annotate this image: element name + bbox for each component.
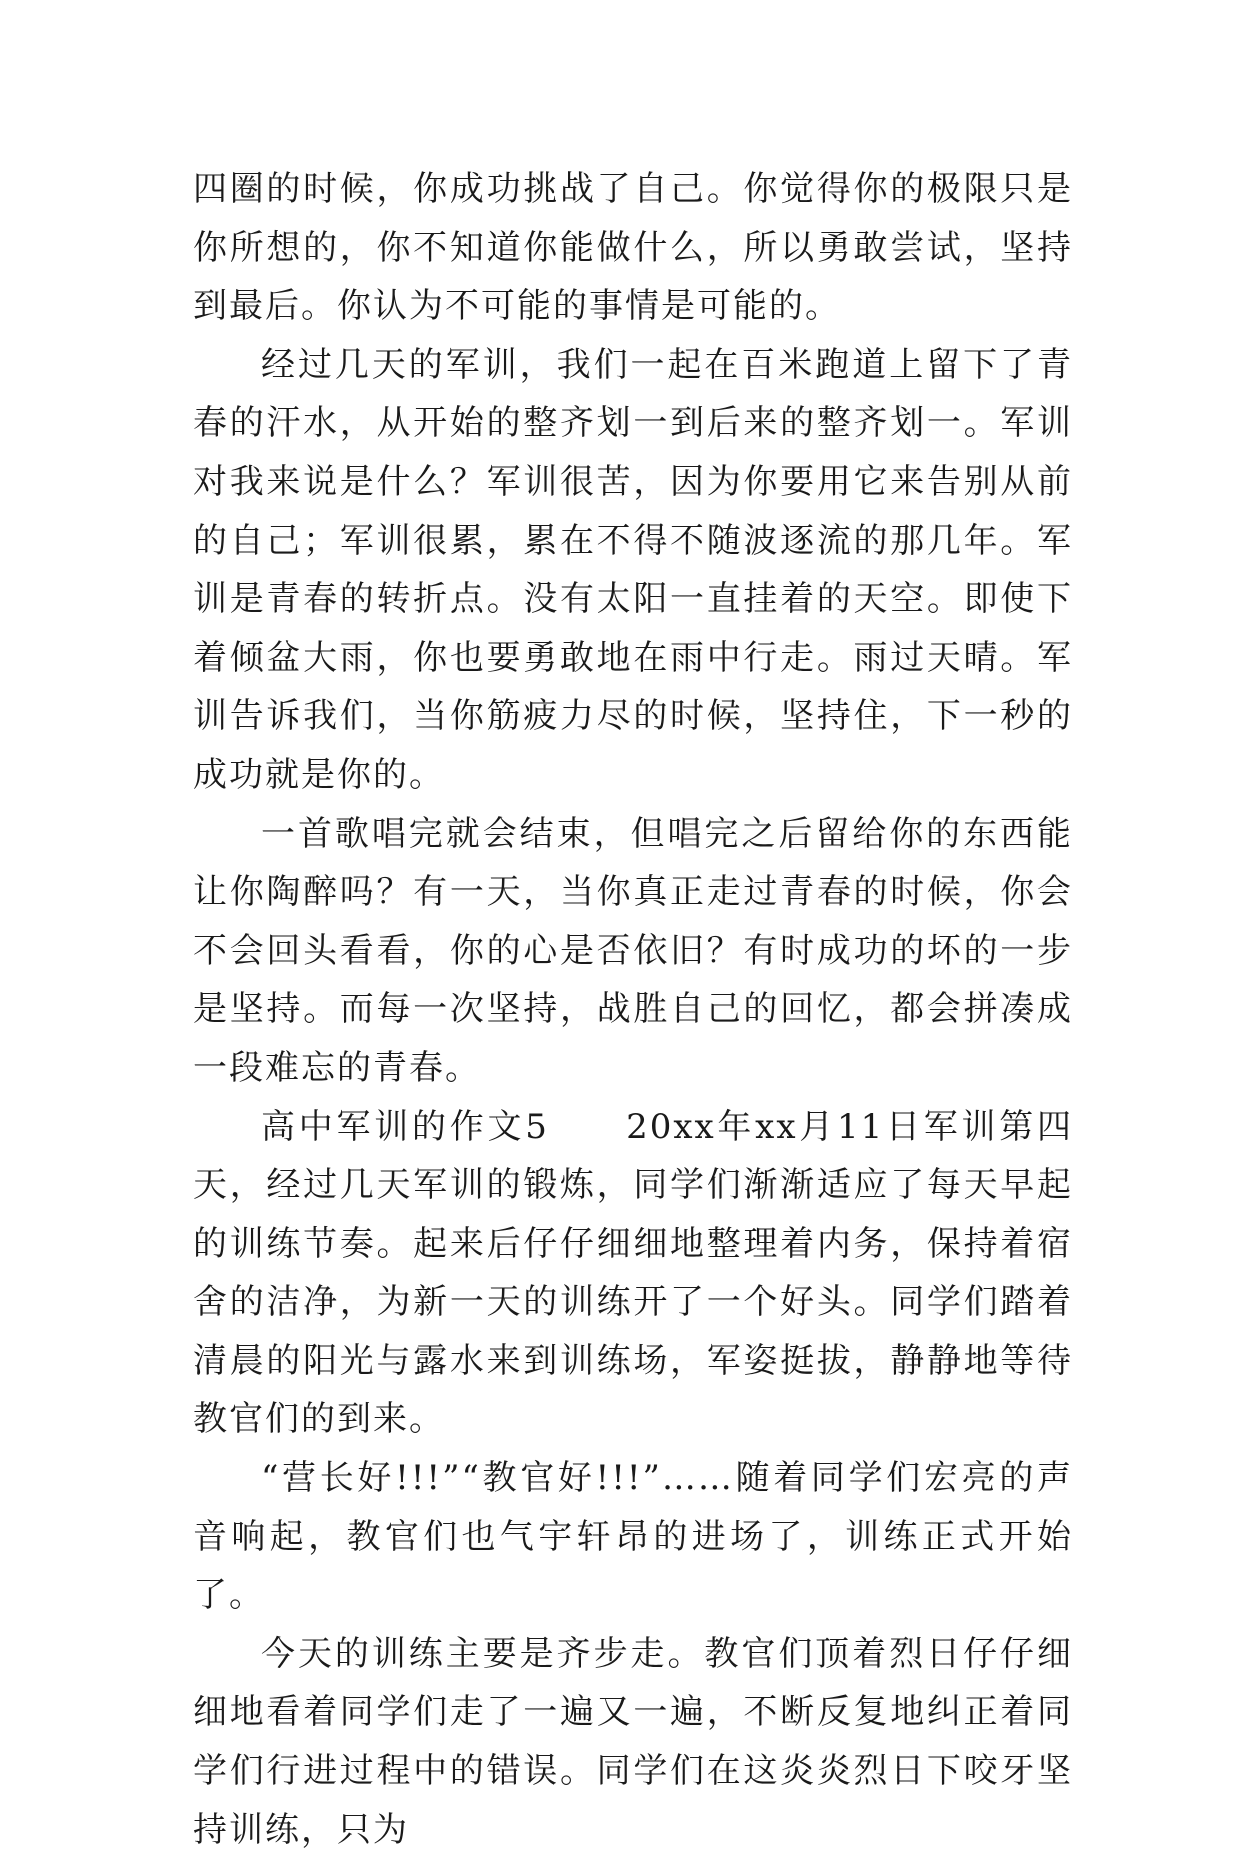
paragraph-5: “营长好!!!”“教官好!!!”……随着同学们宏亮的声音响起，教官们也气宇轩昂的进场了，训练正式开始了。 — [193, 1458, 1073, 1616]
paragraph-4: 高中军训的作文5 20xx年xx月11日军训第四天，经过几天军训的锻炼，同学们渐渐适应了每天早起的训练节奏。起来后仔仔细细地整理着内务，保持着宿舍的洁净，为新一天的训练开了一个好头。同学们踏着清晨的阳光与露水来到训练场，军姿挺拔，静静地等待教官们的到来。 — [193, 1106, 1073, 1440]
paragraph-3: 一首歌唱完就会结束，但唱完之后留给你的东西能让你陶醉吗？有一天，当你真正走过青春的时候，你会不会回头看看，你的心是否依旧？有时成功的坏的一步是坚持。而每一次坚持，战胜自己的回忆，都会拼凑成一段难忘的青春。 — [193, 813, 1073, 1088]
paragraph-2: 经过几天的军训，我们一起在百米跑道上留下了青春的汗水，从开始的整齐划一到后来的整齐划一。军训对我来说是什么？军训很苦，因为你要用它来告别从前的自己；军训很累，累在不得不随波逐流的那几年。军训是青春的转折点。没有太阳一直挂着的天空。即使下着倾盆大雨，你也要勇敢地在雨中行走。雨过天晴。军训告诉我们，当你筋疲力尽的时候，坚持住，下一秒的成功就是你的。 — [193, 344, 1073, 795]
paragraph-1: 四圈的时候，你成功挑战了自己。你觉得你的极限只是你所想的，你不知道你能做什么，所以勇敢尝试，坚持到最后。你认为不可能的事情是可能的。 — [193, 169, 1073, 327]
paragraph-6: 今天的训练主要是齐步走。教官们顶着烈日仔仔细细地看着同学们走了一遍又一遍，不断反复地纠正着同学们行进过程中的错误。同学们在这炎炎烈日下咬牙坚持训练，只为 — [193, 1633, 1073, 1850]
document-body — [193, 160, 1073, 1859]
